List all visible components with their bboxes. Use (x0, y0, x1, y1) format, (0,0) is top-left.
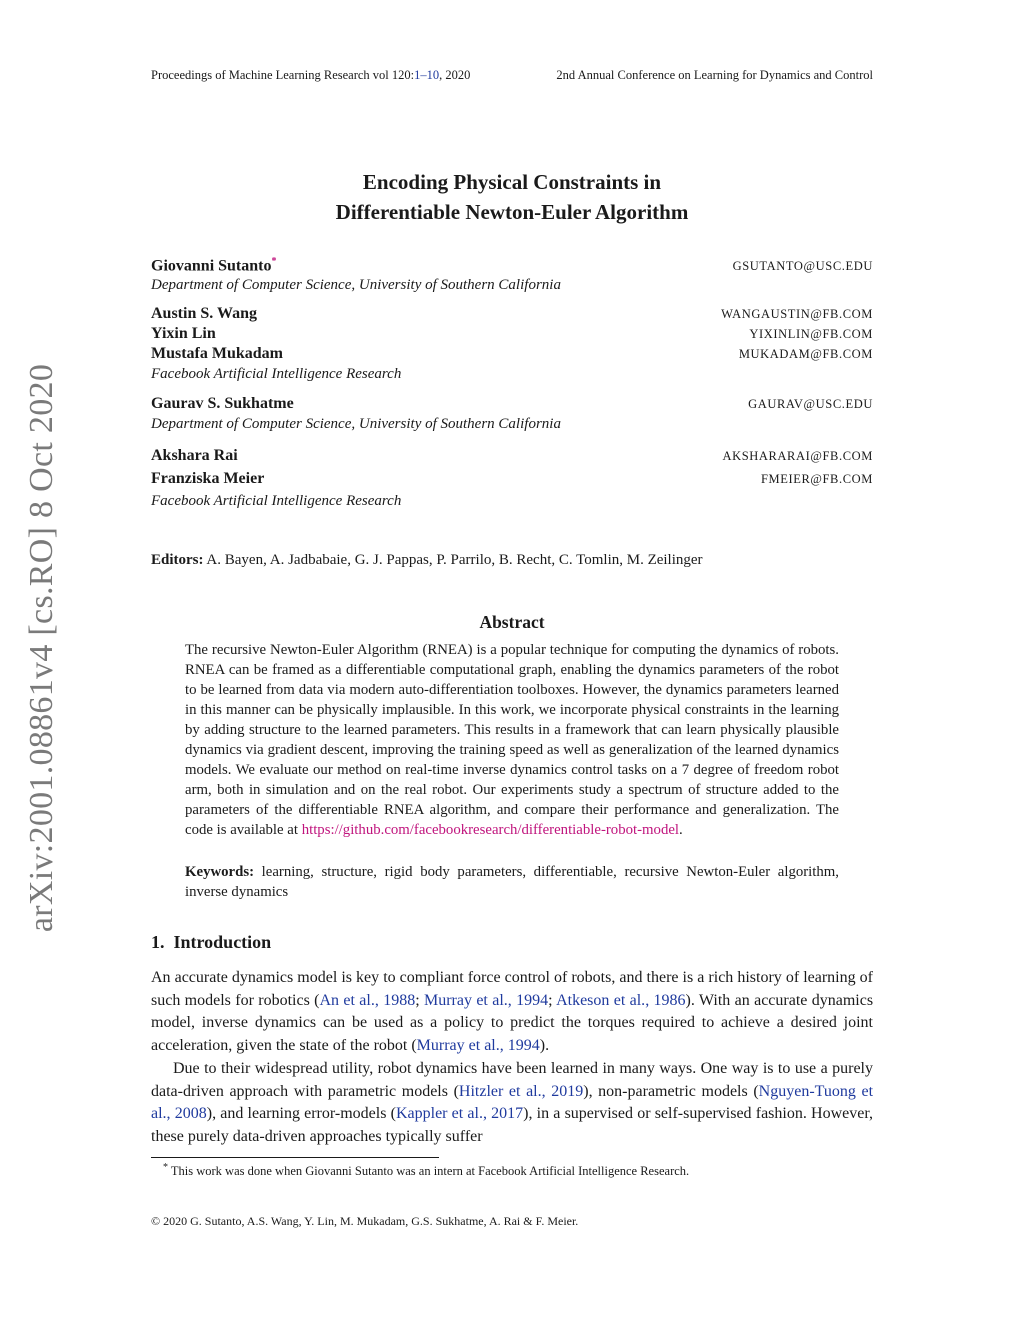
footnote: * This work was done when Giovanni Sutanto was an intern at Facebook Artificial Intelligence Research. (163, 1162, 690, 1179)
arxiv-sidebar-stamp: arXiv:2001.08861v4 [cs.RO] 8 Oct 2020 (23, 363, 60, 933)
author-row-sutanto (151, 256, 873, 275)
affiliation-usc: Department of Computer Science, University of Southern California (151, 277, 561, 293)
author-name: Gaurav S. Sukhatme (151, 395, 294, 412)
intro-paragraph-1: An accurate dynamics model is key to compliant force control of robots, and there is a rich history of learning of such models for robotics (An et al., 1988; Murray et al., 1994; Atkeson et al., 1986). With an accurate dynamics model, inverse dynamics can be used as a policy to predict the torques required to achieve a desired joint acceleration, given the state of the robot (Murray et al., 1994). (151, 969, 874, 1055)
citation-link[interactable]: An et al., 1988 (319, 991, 416, 1009)
citation-link[interactable]: Hitzler et al., 2019 (458, 1082, 584, 1100)
page-range-link[interactable]: 1–10 (414, 68, 440, 82)
author-email: FMEIER@FB.COM (760, 472, 873, 486)
author-email: MUKADAM@FB.COM (738, 347, 873, 361)
author-email: YIXINLIN@FB.COM (749, 327, 873, 341)
citation-link[interactable]: Nguyen-Tuong et al., 2008 (151, 1082, 874, 1123)
affiliation-usc: Department of Computer Science, University of Southern California (151, 416, 561, 432)
author-row-lin (151, 325, 873, 343)
author-email: WANGAUSTIN@FB.COM (721, 307, 873, 321)
paper-title: Encoding Physical Constraints in Differentiable Newton-Euler Algorithm (335, 170, 689, 224)
author-row-rai (151, 447, 873, 465)
running-header-right: 2nd Annual Conference on Learning for Dynamics and Control (556, 68, 873, 82)
author-name: Akshara Rai (151, 447, 238, 464)
author-row-meier (151, 470, 873, 488)
intro-paragraph-2: Due to their widespread utility, robot dynamics have been learned in many ways. One way is to use a purely data-driven approach with parametric models (Hitzler et al., 2019), non-parametric models (Nguyen-Tuong et al., 2008), and learning error-models (Kappler et al., 2017), in a supervised or self-supervised fashion. However, these purely data-driven approaches typically suffer (151, 1060, 874, 1146)
editors-label: Editors: (151, 552, 204, 568)
editors-line (151, 552, 703, 569)
abstract-heading: Abstract (479, 612, 545, 632)
copyright-line: © 2020 G. Sutanto, A.S. Wang, Y. Lin, M. Mukadam, G.S. Sukhatme, A. Rai & F. Meier. (151, 1214, 579, 1228)
citation-link[interactable]: Atkeson et al., 1986 (556, 991, 686, 1009)
code-repository-link[interactable]: https://github.com/facebookresearch/differentiable-robot-model (301, 822, 680, 838)
author-name: Austin S. Wang (151, 305, 257, 322)
author-row-wang (151, 305, 873, 323)
author-name: Yixin Lin (151, 325, 216, 342)
author-name: Giovanni Sutanto (151, 257, 272, 275)
keywords: Keywords: learning, structure, rigid body parameters, differentiable, recursive Newton-Euler algorithm, inverse dynamics (185, 864, 839, 900)
citation-link[interactable]: Murray et al., 1994 (424, 991, 549, 1009)
author-name: Mustafa Mukadam (151, 345, 284, 362)
author-email: GSUTANTO@USC.EDU (732, 259, 873, 274)
affiliation-fair: Facebook Artificial Intelligence Research (151, 366, 402, 382)
footnote-mark-link[interactable]: * (271, 256, 277, 267)
footnote-mark: * (163, 1162, 168, 1173)
abstract-body: The recursive Newton-Euler Algorithm (RNEA) is a popular technique for computing the dynamics of robots. RNEA can be framed as a differentiable computational graph, enabling the dynamics parameters of the robot to be learned from data via modern auto-differentiation toolboxes. However, the dynamics parameters learned in this manner can be physically implausible. In this work, we incorporate physical constraints in the learning by adding structure to the learned parameters. This results in a framework that can learn physically plausible dynamics via gradient descent, improving the training speed as well as generalization of the learned dynamics models. We evaluate our method on real-time inverse dynamics control tasks on a 7 degree of freedom robot arm, both in simulation and on the real robot. Our experiments study a spectrum of structure added to the parameters of the differentiable RNEA algorithm, and compare their performance and generalization. The code is available at https://github.com/facebookresearch/differentiable-robot-model. (185, 642, 839, 838)
author-row-sukhatme (151, 395, 873, 413)
editors-names: A. Bayen, A. Jadbabaie, G. J. Pappas, P. Parrilo, B. Recht, C. Tomlin, M. Zeilinger (203, 552, 703, 568)
author-email: GAURAV@USC.EDU (748, 397, 873, 411)
footnote-rule (151, 1157, 439, 1158)
citation-link[interactable]: Murray et al., 1994 (416, 1037, 540, 1055)
section-heading-introduction: 1. Introduction (151, 932, 272, 952)
author-name: Franziska Meier (151, 470, 265, 487)
author-email: AKSHARARAI@FB.COM (722, 449, 873, 463)
keywords-label: Keywords: (185, 864, 255, 880)
running-header-left: Proceedings of Machine Learning Research vol 120:1–10, 2020 (151, 68, 471, 82)
citation-link[interactable]: Kappler et al., 2017 (395, 1105, 524, 1123)
affiliation-fair: Facebook Artificial Intelligence Research (151, 493, 402, 509)
author-row-mukadam (151, 345, 873, 363)
